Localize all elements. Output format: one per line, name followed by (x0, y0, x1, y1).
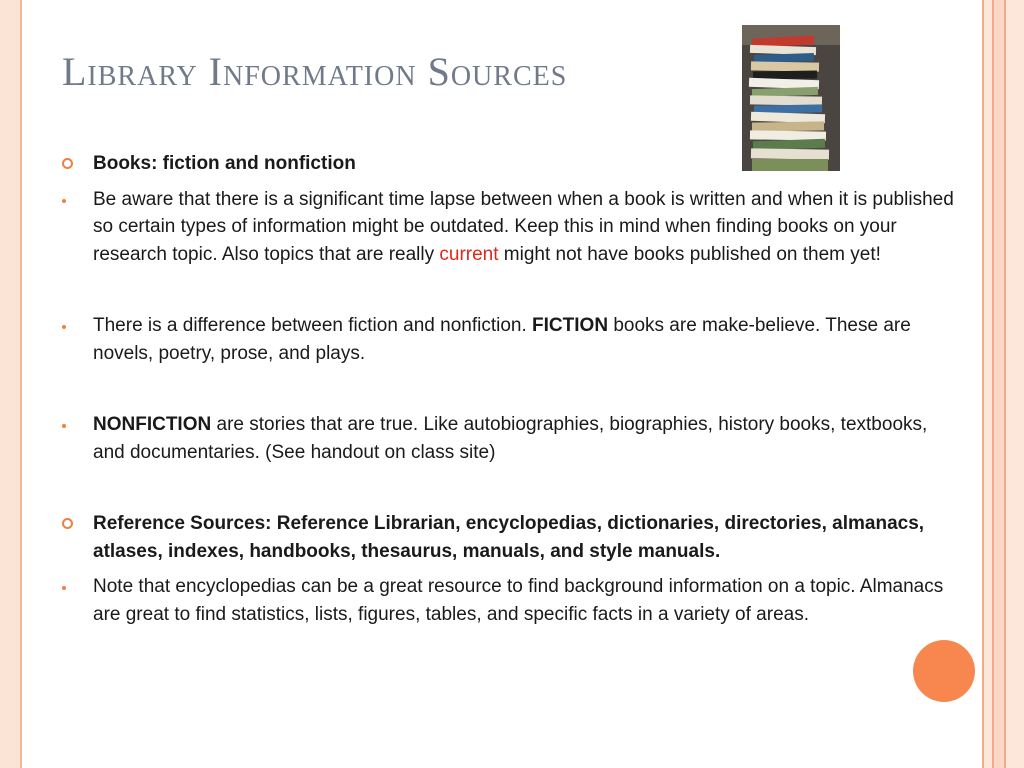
decorative-orange-circle (913, 640, 975, 702)
bullet-nonfiction (62, 411, 962, 466)
heading-reference (62, 510, 962, 565)
dot-bullet-icon (62, 586, 66, 590)
fiction-term: FICTION (532, 315, 609, 336)
left-border-stripe (0, 0, 22, 768)
bullet-text: are stories that are true. Like autobiographies, biographies, history books, textbooks, and documentaries. (See handout on class site) (93, 414, 928, 463)
circle-bullet-icon (62, 518, 73, 529)
bullet-text: might not have books published on them yet! (498, 243, 881, 265)
nonfiction-term: NONFICTION (93, 414, 212, 435)
heading-books (62, 150, 962, 178)
right-border-stripes (978, 0, 1024, 768)
dot-bullet-icon (62, 424, 66, 428)
reference-heading-text: Reference Sources: Reference Librarian, encyclopedias, dictionaries, directories, almanacs, atlases, indexes, handbooks, thesaurus, manuals, and style manuals. (93, 513, 925, 562)
dot-bullet-icon (62, 199, 66, 203)
dot-bullet-icon (62, 325, 66, 329)
bullet-time-lapse (62, 186, 962, 269)
slide-body (62, 150, 962, 628)
bullet-text: There is a difference between fiction and nonfiction. (93, 315, 533, 336)
circle-bullet-icon (62, 158, 73, 169)
slide-title: Library Information Sources (62, 49, 568, 94)
bullet-fiction (62, 312, 962, 367)
bullet-text: Be aware that there is a significant time lapse between when a book is written and when it is published so certain types of information might be outdated. Keep this in mind when finding books on your research topic. Also topics that are really (93, 188, 954, 265)
bullet-text: Note that encyclopedias can be a great resource to find background information on a topic. Almanacs are great to find statistics, lists, figures, tables, and specific facts in a variety of areas. (93, 576, 944, 625)
highlight-current: current (439, 243, 499, 265)
bullet-encyclopedias (62, 573, 962, 628)
books-heading-text: Books: fiction and nonfiction (93, 153, 356, 174)
bullet-text: books are make-believe. These are novels, poetry, prose, and plays. (93, 315, 911, 364)
